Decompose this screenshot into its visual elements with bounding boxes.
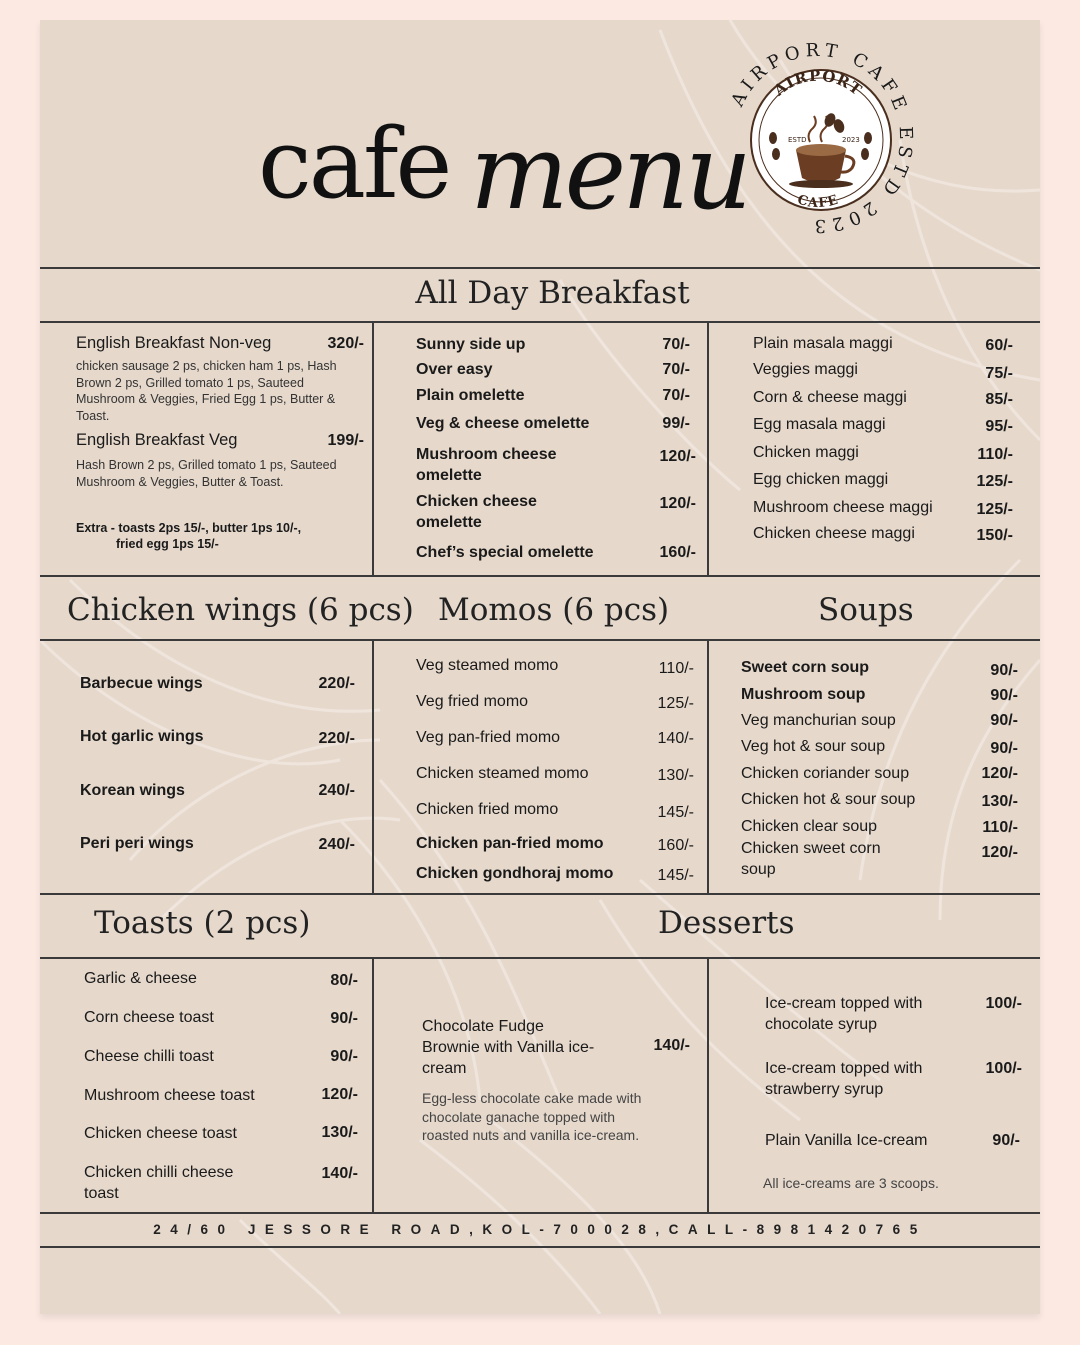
menu-item-name: English Breakfast Non-veg: [76, 334, 272, 352]
menu-item-price: 145/-: [657, 867, 694, 884]
menu-item-price: 100/-: [985, 1060, 1022, 1077]
menu-item-price: 125/-: [976, 473, 1013, 490]
menu-item-name: Chicken maggi: [753, 444, 859, 461]
menu-item-name: Chocolate Fudge Brownie with Vanilla ice-cream: [422, 1018, 595, 1077]
menu-item-price: 75/-: [985, 365, 1013, 382]
menu-item-price: 70/-: [662, 361, 690, 378]
menu-item-name: Veg pan-fried momo: [416, 729, 561, 746]
section-title-soups: Soups: [818, 592, 914, 628]
menu-item-price: 125/-: [657, 695, 694, 712]
svg-text:AIRPORT: AIRPORT: [770, 66, 866, 100]
menu-item-price: 60/-: [985, 337, 1013, 354]
menu-item-name: Mushroom soup: [741, 686, 866, 703]
svg-text:ESTD: ESTD: [788, 136, 807, 144]
menu-item-price: 85/-: [985, 391, 1013, 408]
menu-item-price: 110/-: [658, 660, 694, 677]
menu-item-price: 110/-: [982, 819, 1018, 836]
menu-item-name: Egg chicken maggi: [753, 471, 889, 488]
menu-item-name: Barbecue wings: [80, 675, 203, 692]
menu-item-price: 70/-: [662, 387, 690, 404]
menu-item-name: Corn & cheese maggi: [753, 389, 907, 406]
menu-item-price: 90/-: [330, 1048, 358, 1065]
menu-item-price: 110/-: [977, 446, 1013, 463]
menu-item-price: 95/-: [985, 418, 1013, 435]
menu-item-name: Peri peri wings: [80, 835, 194, 852]
section-title-wings: Chicken wings (6 pcs): [67, 592, 414, 628]
menu-item-name: Veg manchurian soup: [741, 712, 896, 729]
menu-item-name: Chicken cheese omelette: [416, 493, 537, 531]
menu-item-price: 120/-: [981, 844, 1018, 861]
menu-item-name: Chicken pan-fried momo: [416, 835, 604, 852]
extras-note: fried egg 1ps 15/-: [116, 537, 219, 551]
menu-item-description: Egg-less chocolate cake made with chocolate ganache topped with roasted nuts and vanilla ice-cream.: [422, 1090, 642, 1143]
menu-item-price: 140/-: [653, 1037, 690, 1054]
menu-item-price: 90/-: [330, 1010, 358, 1027]
menu-item-name: Plain masala maggi: [753, 335, 893, 352]
menu-item-name: Chicken chilli cheese toast: [84, 1164, 234, 1202]
menu-item-name: Chef’s special omelette: [416, 544, 594, 561]
menu-item-price: 90/-: [990, 662, 1018, 679]
menu-item-price: 90/-: [990, 712, 1018, 729]
menu-item-name: Chicken fried momo: [416, 801, 559, 818]
menu-item-price: 130/-: [321, 1124, 358, 1141]
menu-item-name: Veg steamed momo: [416, 657, 559, 674]
menu-item-price: 240/-: [318, 836, 355, 853]
menu-item-name: Hot garlic wings: [80, 728, 204, 745]
dessert-note: All ice-creams are 3 scoops.: [763, 1175, 939, 1191]
menu-item-price: 80/-: [330, 972, 358, 989]
menu-item-name: Plain Vanilla Ice-cream: [765, 1132, 928, 1149]
menu-item-price: 125/-: [976, 501, 1013, 518]
menu-item-name: Korean wings: [80, 782, 185, 799]
menu-item-price: 320/-: [327, 335, 364, 352]
menu-item-price: 120/-: [981, 765, 1018, 782]
menu-item-price: 220/-: [318, 675, 355, 692]
menu-item-name: Sunny side up: [416, 336, 526, 353]
menu-item-price: 150/-: [976, 527, 1013, 544]
menu-item-name: Veg & cheese omelette: [416, 415, 590, 432]
menu-item-price: 100/-: [985, 995, 1022, 1012]
section-title-momos: Momos (6 pcs): [438, 592, 670, 628]
airport-cafe-logo: [718, 38, 918, 238]
menu-item-price: 70/-: [662, 336, 690, 353]
menu-item-name: Veg hot & sour soup: [741, 738, 886, 755]
section-title-breakfast: All Day Breakfast: [415, 275, 690, 311]
footer-address: 24/60 JESSORE ROAD,KOL-700028,CALL-8981420765: [153, 1222, 927, 1237]
menu-item-name: Chicken clear soup: [741, 818, 878, 835]
menu-item-name: Cheese chilli toast: [84, 1048, 214, 1065]
menu-item-price: 120/-: [659, 448, 696, 465]
section-title-desserts: Desserts: [658, 905, 795, 941]
menu-item-name: Chicken gondhoraj momo: [416, 865, 614, 882]
menu-item-price: 140/-: [321, 1165, 358, 1182]
menu-item-price: 90/-: [990, 740, 1018, 757]
menu-item-name: Chicken cheese maggi: [753, 525, 915, 542]
menu-item-price: 130/-: [657, 767, 694, 784]
menu-item-name: Chicken hot & sour soup: [741, 791, 916, 808]
menu-item-price: 90/-: [990, 687, 1018, 704]
menu-item-description: chicken sausage 2 ps, chicken ham 1 ps, Hash Brown 2 ps, Grilled tomato 1 ps, Sauteed Mushroom & Veggies, Fried Egg 1 ps, Butter & Toast.: [76, 359, 337, 423]
menu-item-price: 130/-: [981, 793, 1018, 810]
menu-item-name: Veg fried momo: [416, 693, 529, 710]
menu-item-name: Garlic & cheese: [84, 970, 197, 987]
menu-sheet: [40, 20, 1040, 1314]
menu-item-name: Mushroom cheese toast: [84, 1087, 255, 1104]
extras-note: Extra - toasts 2ps 15/-, butter 1ps 10/-,: [76, 521, 302, 535]
menu-item-name: Over easy: [416, 361, 493, 378]
menu-item-price: 199/-: [327, 432, 364, 449]
svg-text:2023: 2023: [842, 136, 860, 144]
menu-item-name: Chicken cheese toast: [84, 1125, 237, 1142]
logo-ring-text: AIRPORT CAFE ESTD 2023: [727, 39, 917, 237]
menu-item-name: Ice-cream topped with strawberry syrup: [765, 1060, 923, 1098]
menu-item-name: Corn cheese toast: [84, 1009, 214, 1026]
title-menu: menu: [470, 111, 749, 233]
menu-item-price: 90/-: [992, 1132, 1020, 1149]
menu-item-name: Mushroom cheese maggi: [753, 499, 933, 516]
menu-item-name: Chicken steamed momo: [416, 765, 589, 782]
menu-item-name: Sweet corn soup: [741, 659, 870, 676]
menu-item-price: 160/-: [659, 544, 696, 561]
menu-item-name: Chicken sweet corn soup: [741, 840, 881, 878]
svg-text:CAFE: CAFE: [795, 192, 841, 212]
menu-item-price: 220/-: [318, 730, 355, 747]
menu-item-price: 145/-: [657, 804, 694, 821]
menu-item-price: 240/-: [318, 782, 355, 799]
menu-item-price: 120/-: [659, 495, 696, 512]
menu-item-price: 120/-: [321, 1086, 358, 1103]
title-cafe: cafe: [258, 108, 450, 220]
menu-item-name: Egg masala maggi: [753, 416, 886, 433]
section-title-toasts: Toasts (2 pcs): [94, 905, 311, 941]
menu-item-name: Ice-cream topped with chocolate syrup: [765, 995, 923, 1033]
menu-item-price: 140/-: [657, 730, 694, 747]
menu-item-name: English Breakfast Veg: [76, 431, 238, 449]
menu-item-price: 160/-: [657, 837, 694, 854]
menu-item-name: Veggies maggi: [753, 361, 858, 378]
menu-item-price: 99/-: [662, 415, 690, 432]
menu-item-name: Mushroom cheese omelette: [416, 446, 557, 484]
menu-item-name: Chicken coriander soup: [741, 765, 910, 782]
menu-item-description: Hash Brown 2 ps, Grilled tomato 1 ps, Sauteed Mushroom & Veggies, Butter & Toast.: [76, 458, 337, 489]
menu-item-name: Plain omelette: [416, 387, 525, 404]
